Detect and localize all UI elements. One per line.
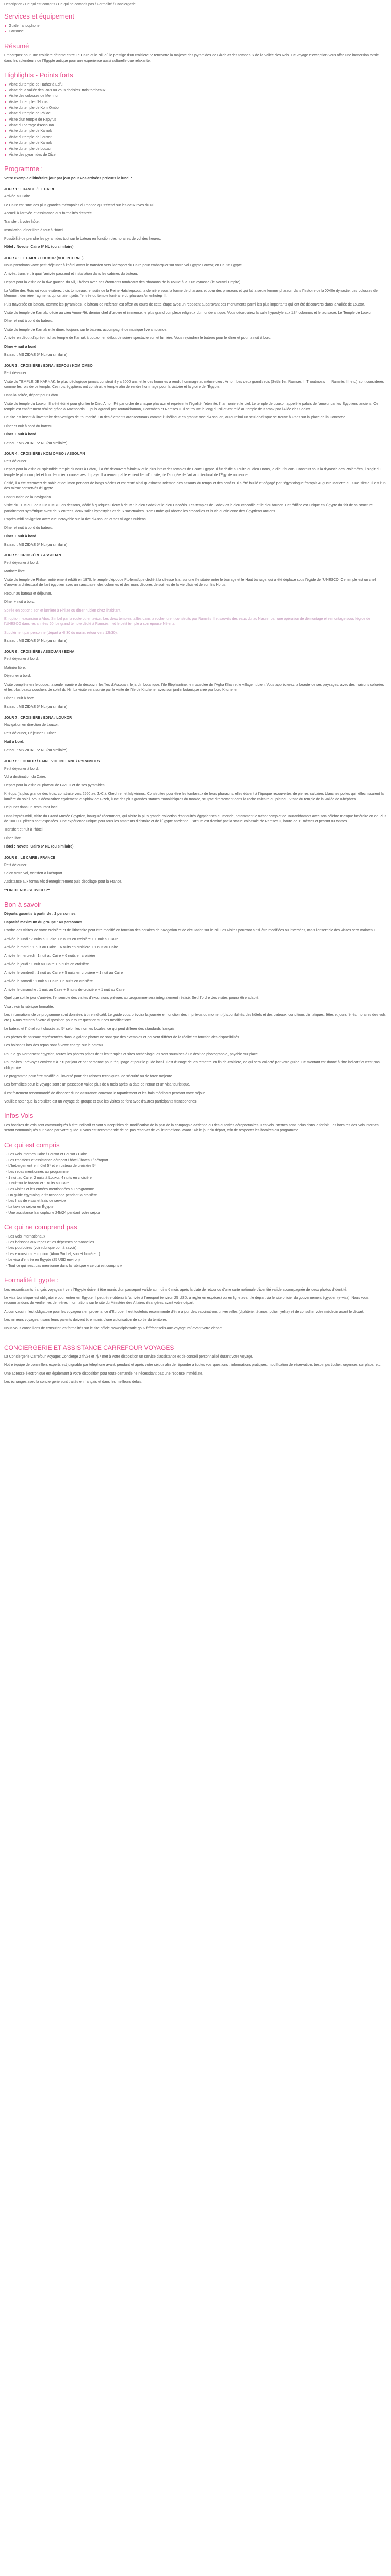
paragraph: Arrivée le mardi : 1 nuit au Caire + 6 nuits en croisière + 1 nuit au Caire xyxy=(4,946,118,950)
dash-icon: - xyxy=(6,1199,9,1204)
list-item-text: Les pourboires (voir rubrique bon à savoir) xyxy=(8,1246,77,1250)
list-item-text: Guide francophone xyxy=(9,24,40,28)
dash-icon: - xyxy=(6,1258,9,1262)
concierge-title: CONCIERGERIE ET ASSISTANCE CARREFOUR VOYAGES xyxy=(4,1344,174,1351)
list-item-text: Visite du temple de Louxor xyxy=(9,147,52,151)
day-paragraph: Visite complète en felouque, la seule manière de découvrir les îles d'Assouan, le jardin botanique, l'île Éléphantine, le mausolée de l'Agha Khan et le village nubien. Vous apprécierez la beauté de ses paysages, avec des maisons colorées et les plus beaux couchers de soleil du Nil. La visite sera suivie par la visite de l'île de Kitchener avec son jardin botanique créé par Lord Kitchener. xyxy=(4,683,384,692)
paragraph: Il est fortement recommandé de disposer d'une assurance couvrant le rapatriement et les frais médicaux pendant votre séjour. xyxy=(4,1091,206,1095)
list-item-text: Les vols internes Caire / Louxor et Louxor / Caire xyxy=(8,1153,87,1157)
list-item-text: Les vols internationaux xyxy=(8,1234,45,1239)
list-item-text: Les boissons aux repas et les dépenses personnelles xyxy=(8,1241,94,1245)
highlights-title: Highlights - Points forts xyxy=(4,71,73,79)
bullet-icon xyxy=(5,95,6,97)
paragraph: Visa : voir la rubrique formalité. xyxy=(4,1005,54,1009)
day-paragraph: Dîner + nuit à bord. xyxy=(4,697,36,701)
day-paragraph: Continuation de la navigation. xyxy=(4,495,52,499)
highlights-section xyxy=(4,71,387,158)
list-item-text: Visite des colosses de Memnon xyxy=(9,94,60,98)
day-paragraph: Petit déjeuner à bord. xyxy=(4,657,39,662)
list-item-text: Visite de la vallée des Rois ou vous choisirez trois tombeaux xyxy=(9,88,106,92)
day-paragraph: Transfert et nuit à l'hôtel. xyxy=(4,828,44,832)
list-item xyxy=(4,1258,387,1263)
bullet-icon xyxy=(5,84,6,86)
list-item xyxy=(4,24,387,29)
day-block xyxy=(4,856,387,894)
paragraph: Les informations de ce programme sont données à titre indicatif. Le guide vous prévoira la journée en fonction des imprévus du moment (disponibilités des hôtels et des bateaux, conditions climatiques, fêtes et jours fériés, horaires des vols, etc.). Nous restons à votre disposition pour toute question sur ces modifications. xyxy=(4,1013,387,1023)
day-paragraph: Transfert à votre hôtel. xyxy=(4,220,41,224)
paragraph: Arrivée le vendredi : 1 nuit au Caire + 5 nuits en croisière + 1 nuit au Caire xyxy=(4,971,123,975)
list-item xyxy=(4,1181,387,1187)
day-paragraph: Visite du temple de Philae, entièrement rebâti en 1970, le temple d'époque Ptolémaïque dédié à la déesse Isis, sur une île située entre le barrage et le Haut barrage, qui a été déplacé sous l'égide de l'UNESCO. Ce temple est un chef d'œuvre architectural de l'art égyptien avec un sanctuaire, des colonnes et des murs décorés de scènes de la vie d'Isis et de son fils Horus. xyxy=(4,578,376,587)
bullet-icon xyxy=(5,142,6,144)
day-paragraph: Visite du temple de Karnak et le dîner, toujours sur le bateau, accompagné de musique live ambiance. xyxy=(4,328,168,332)
list-item xyxy=(4,1246,387,1251)
paragraph: Le bateau et l'hôtel sont classés au 5* selon les normes locales, ce qui peut différer des standards français. xyxy=(4,1027,176,1031)
bullet-icon xyxy=(5,137,6,138)
day-block xyxy=(4,553,387,644)
list-item-text: Visite du temple de Karnak xyxy=(9,141,52,145)
paragraph: Les photos de bateaux représentées dans la galerie photos ne sont que des exemples et peuvent différer de la réalité en fonction des disponibilités. xyxy=(4,1036,240,1040)
bullet-icon xyxy=(5,130,6,132)
paragraph: Le programme peut être modifié ou inversé pour des raisons techniques, de sécurité ou de force majeure. xyxy=(4,1074,173,1078)
list-item xyxy=(4,100,387,105)
infos-vols-title: Infos Vols xyxy=(4,1112,34,1120)
day-paragraph: Dîner + nuit à bord. xyxy=(4,600,36,604)
list-item-text: Les repas mentionnés au programme xyxy=(8,1170,69,1174)
paragraph: L'ordre des visites de votre croisière et de l'itinéraire peut être modifié en fonction des horaires de navigation et de circulation sur le Nil. Les visites pourront ainsi être modifiées ou inversées, mais l'ensemble des visites sera maintenu. xyxy=(4,929,376,933)
paragraph: Nous vous conseillons de consulter les formalités sur le site officiel www.diplomatie.gouv.fr/fr/conseils-aux-voyageurs/ avant votre départ. xyxy=(4,1327,223,1331)
dash-icon: - xyxy=(6,1252,9,1256)
paragraph: Veuillez noter que la croisière est un voyage de groupe et que les visites se font avec d'autres participants francophones. xyxy=(4,1099,198,1104)
dash-icon: - xyxy=(6,1158,9,1162)
concierge-section xyxy=(4,1344,387,1385)
list-item-text: Tout ce qui n'est pas mentionné dans la rubrique « ce qui est compris » xyxy=(8,1264,122,1268)
day-paragraph: L'après-midi navigation avec vue incroyable sur la rive d'Assouan et ses villages nubiens. xyxy=(4,517,147,521)
list-item xyxy=(4,1176,387,1181)
list-item xyxy=(4,1164,387,1169)
services-list xyxy=(4,24,387,35)
day-title: JOUR 7 : CROISIÈRE / EDNA / LOUXOR xyxy=(4,716,72,720)
day-title: JOUR 9 : LE CAIRE / FRANCE xyxy=(4,856,56,860)
bullet-icon xyxy=(5,119,6,121)
day-paragraph: Arrivée en début d'après-midi au temple de Karnak à Louxor, en début de soirée spectacle son et lumière. Vous rejoindrez le bateau pour le dîner et pour la nuit à bord. xyxy=(4,336,272,341)
day-option-note: En option : excursion à Abou Simbel par la route ou en avion. Les deux temples taillés dans la roche furent construits par Ramsès II et sauvés des eaux du lac Nasser par une opération de démontage et remontage sous l'égide de l'UNESCO dans les années 60. Le grand temple dédié à Ramsès II et le petit temple à son épouse Néfertari. xyxy=(4,617,370,626)
day-paragraph: Matinée libre. xyxy=(4,666,26,670)
day-paragraph: Ce site est inscrit à l'inventaire des vestiges de l'humanité. Un des éléments architecturaux comme l'Obélisque en granite rose d'Assouan, aujourd'hui un seul obélisque se trouve à Paris sur la place de la Concorde. xyxy=(4,416,347,420)
dash-icon: - xyxy=(6,1264,9,1268)
day-paragraph: Petit déjeuner à bord. xyxy=(4,561,39,565)
paragraph: Arrivée le samedi : 1 nuit au Caire + 6 nuits en croisière xyxy=(4,979,93,984)
highlights-list xyxy=(4,82,387,158)
day-paragraph: Le Caire est l'une des plus grandes métropoles du monde qui s'étend sur les deux rives du Nil. xyxy=(4,203,155,207)
day-title: JOUR 5 : CROISIÈRE / ASSOUAN xyxy=(4,554,61,558)
paragraph: Arrivée le dimanche : 1 nuit au Caire + 6 nuits de croisière + 1 nuit au Caire xyxy=(4,988,125,992)
bon-savoir-subtitle: Départs garantis à partir de : 2 personnes xyxy=(4,912,76,916)
bullet-icon xyxy=(5,125,6,126)
programme-days xyxy=(4,187,387,893)
list-item-text: Les excursions en option (Abou Simbel, son et lumière...) xyxy=(8,1252,100,1256)
list-item-text: Visite des pyramides de Gizeh xyxy=(9,152,58,157)
paragraph: Les mineurs voyageant sans leurs parents doivent être munis d'une autorisation de sortie du territoire. xyxy=(4,1318,167,1322)
list-item xyxy=(4,152,387,158)
day-paragraph: Arrivée au Caire. xyxy=(4,195,31,199)
day-block xyxy=(4,452,387,548)
dash-icon: - xyxy=(6,1193,9,1197)
day-paragraph: Départ pour la visite du splendide temple d'Horus à Edfou, il a été découvert fabuleux et le plus intact des temples de Haute Égypte. Il fut dédié au culte du dieu Horus, le dieu faucon. Construit sous la dynastie des Ptolémées, il s'agit du temple le plus complet et l'un des mieux conservés du pays. Il a remarquable et tient lieu d'un site, de l'apogée de l'art architectural de l'Égypte ancienne. xyxy=(4,468,381,477)
day-option-note: Soirée en option : son et lumière à Philae ou dîner nubien chez l'habitant. xyxy=(4,608,122,613)
not-included-title: Ce qui ne comprend pas xyxy=(4,1223,77,1231)
day-block xyxy=(4,364,387,446)
infos-vols-section xyxy=(4,1112,387,1133)
paragraph: Pourboires : prévoyez environ 5 à 7 € par jour et par personne pour l'équipage et pour le guide local. Il est d'usage de les remettre en fin de croisière, ce qui sera collecté par votre guide. Ce montant est donné à titre indicatif et n'est pas obligatoire. xyxy=(4,1061,380,1070)
day-paragraph: Départ pour la visite de la rive gauche du Nil, Thèbes avec ses étonnants tombeaux des pharaons de la XVIIIe à la XXe dynastie (le Nouvel Empire). xyxy=(4,280,242,284)
day-paragraph: Visite du temple du Louxor. Il a été édifié pour glorifier le Dieu Amon Rê par ordre de chaque pharaon et représente l'égalité, l'éternité, l'harmonie et le ciel. Le temple de Louxor, appelé le palais de l'amour par les Égyptiens anciens. Ce temple est entièrement réalisé grâce à Aménophis III, puis agrandi par Toutankhamon, Horemheb et Ramsès II. Il se trouve le long du Nil et est relié au temple de Karnak par l'Allée des Sphinx. xyxy=(4,402,379,412)
day-stay: **FIN DE NOS SERVICES** xyxy=(4,888,50,892)
resume-text: Embarquez pour une croisière détente entre Le Caire et le Nil, où le prestige d'un croisière 5* rencontre la majesté des pyramides de Gizeh et des tombeaux de la Vallée des Rois. Ce voyage d'exception vous offre une immersion totale dans les splendeurs de l'Égypte antique pour une expérience aussi culturelle que relaxante. xyxy=(4,54,379,63)
day-boat: Bateau : MS ZIDAE 5* NL (ou similaire) xyxy=(4,705,68,709)
day-paragraph: La Vallée des Rois où vous visiterez trois tombeaux, ensuite de la Reine Hatchepsout, la dernière sous la forme de pharaon, et pour des pharaons et qui fut la seule femme pharaon dans l'histoire de la XVIIIe dynastie. Les colosses de Memnon, dernière fragments qui ornaient jadis l'entrée du temple funéraire du pharaon Amenhotep III. xyxy=(4,289,378,298)
day-paragraph: Visite du TEMPLE DE KARNAK, le plus idéologique jamais construit il y a 2000 ans, et le des hommes a rendu hommage au même dieu : Amon. Les deux grands rois (Sethi 1er, Ramsès II, Thoutmosis III, Ramsès III, etc.) sont considérés comme les rois de ce temple. Ces rois égyptiens ont construit le temple afin de rendre hommage pour la victoire et la gloire de l'Égypte. xyxy=(4,380,384,389)
day-block xyxy=(4,716,387,754)
list-item xyxy=(4,135,387,140)
paragraph: Le visa touristique est obligatoire pour entrer en Égypte. Il peut être obtenu à l'arrivée à l'aéroport (environ 25 USD, à régler en espèces) ou en ligne avant le départ via le site officiel du gouvernement égyptien (e-visa). Nous vous recommandons de vérifier les dernières informations sur le site du Ministère des Affaires étrangères avant votre départ. xyxy=(4,1296,369,1306)
list-item xyxy=(4,1211,387,1216)
list-item-text: Visite du barrage d'Assouan xyxy=(9,124,54,128)
services-section xyxy=(4,12,387,35)
day-stay: Dîner + nuit à bord xyxy=(4,345,37,349)
day-paragraph: Navigation en direction de Louxor. xyxy=(4,723,59,727)
services-title: Services et équipement xyxy=(4,12,74,21)
paragraph: La Conciergerie Carrefour Voyages Concierge 24h/24 et 7j/7 met à votre disposition un service d'assistance et de conseil personnalisé durant votre voyage. xyxy=(4,1355,253,1359)
day-paragraph: Matinée libre. xyxy=(4,569,26,573)
list-item-text: Visite d'un temple de Papyrus xyxy=(9,117,57,122)
list-item xyxy=(4,1193,387,1198)
formalites-paras xyxy=(4,1287,387,1332)
list-item-text: 7 nuit sur le bateau et 1 nuits au Caire xyxy=(8,1182,70,1185)
paragraph: Arrivée le jeudi : 1 nuit au Caire + 6 nuits en croisière xyxy=(4,962,89,967)
list-item-text: Un guide égyptologue francophone pendant la croisière xyxy=(8,1193,97,1197)
list-item-text: Une assistance francophone 24h/24 pendant votre séjour xyxy=(8,1211,101,1215)
day-paragraph: Petit déjeuner. xyxy=(4,460,27,463)
day-paragraph: Édifié, il a été recouvert de sable et de limon pendant de longs siècles et est resté ainsi quasiment indemne des assauts du temps et des conflits. Il a été fouillé et dégagé par l'égyptologue français Auguste Mariette au XIXe siècle. Il est l'un des mieux conservés d'Égypte. xyxy=(4,482,386,491)
list-item-text: Visite du temple d'Horus xyxy=(9,100,48,104)
day-stay: Nuit à bord. xyxy=(4,740,24,744)
day-paragraph: Dîner et nuit à bord du bateau. xyxy=(4,424,53,428)
paragraph: Arrivée le lundi : 7 nuits au Caire + 6 nuits en croisière + 1 nuit au Caire xyxy=(4,937,119,941)
list-item xyxy=(4,1158,387,1163)
paragraph: Les formalités pour le voyage sont : un passeport valide plus de 6 mois après la date de retour et un visa touristique. xyxy=(4,1083,190,1087)
not-included-section xyxy=(4,1223,387,1269)
paragraph: Les ressortissants français voyageant vers l'Égypte doivent être munis d'un passeport valide au moins 6 mois après la date de retour ou d'une carte nationale d'identité valide accompagnée de deux photos d'identité. xyxy=(4,1287,348,1292)
day-boat: Bateau : MS ZIDAE 5* NL (ou similaire) xyxy=(4,441,68,445)
day-boat: Bateau : MS ZIDAE 5* NL (ou similaire) xyxy=(4,639,68,643)
list-item-text: La taxe de séjour en Égypte xyxy=(8,1205,54,1209)
day-paragraph: Possibilité de prendre les pyramides tout sur le bateau en fonction des horaires de vol des heures. xyxy=(4,237,161,241)
list-item xyxy=(4,1240,387,1245)
breadcrumb[interactable]: Description / Ce qui est compris / Ce qui ne compris pas / Formalité / Conciergerie xyxy=(4,3,136,6)
day-block xyxy=(4,187,387,250)
list-item xyxy=(4,1264,387,1269)
bullet-icon xyxy=(5,90,6,91)
list-item xyxy=(4,1199,387,1204)
list-item-text: Visite du temple de Louxor xyxy=(9,135,52,139)
day-title: JOUR 6 : CROISIÈRE / ASSOUAN / EDNA xyxy=(4,650,75,654)
included-section xyxy=(4,1141,387,1216)
list-item xyxy=(4,147,387,152)
list-item xyxy=(4,1170,387,1175)
day-paragraph: Dans la soirée, départ pour Edfou. xyxy=(4,394,59,398)
day-paragraph: Installation, dîner libre à tout à l'hôtel. xyxy=(4,228,64,232)
list-item-text: Visite du temple de Karnak xyxy=(9,129,52,133)
paragraph: Les boissons lors des repas sont à votre charge sur le bateau. xyxy=(4,1044,104,1048)
not-included-list xyxy=(4,1234,387,1269)
day-block xyxy=(4,650,387,710)
paragraph: Une adresse électronique est également à votre disposition pour toute demande ne nécessitant pas une réponse immédiate. xyxy=(4,1371,204,1376)
day-paragraph: Petit déjeuner, Déjeuner + Dîner. xyxy=(4,732,57,736)
list-item xyxy=(4,1252,387,1257)
day-title: JOUR 2 : LE CAIRE / LOUXOR (VOL INTERNE) xyxy=(4,256,84,260)
list-item xyxy=(4,94,387,99)
dash-icon: - xyxy=(6,1205,9,1209)
day-paragraph: Puis traversée en bateau, comme les pyramides, le bâteau de Néfertari est offert au cours de cette étape avec un reposent auparavant ces monuments parmi les plus importants qui ont été découverts dans la vallée de Louxor. xyxy=(4,302,365,307)
bullet-icon xyxy=(5,25,6,27)
day-paragraph: Visite du temple de Karnak, dédié au dieu Amon-Rê, dernier chef d'œuvre et immense, le plus grand complexe religieux du monde antique. Vous découvrirez la salle hypostyle aux 134 colonnes et le lac sacré. Le Temple de Louxor. xyxy=(4,311,373,315)
day-paragraph: Petit déjeuner. xyxy=(4,371,27,376)
list-item xyxy=(4,1205,387,1210)
day-boat: Bateau : MS ZIDAE 5* NL (ou similaire) xyxy=(4,543,68,547)
dash-icon: - xyxy=(6,1176,9,1180)
list-item xyxy=(4,123,387,128)
list-item xyxy=(4,106,387,111)
programme-intro: Votre exemple d'itinéraire jour par jour pour vos arrivées prévues le lundi : xyxy=(4,176,132,180)
list-item xyxy=(4,117,387,123)
day-boat: Bateau : MS ZIDAE 5* NL (ou similaire) xyxy=(4,353,68,357)
resume-title: Résumé xyxy=(4,42,29,50)
paragraph: Notre équipe de conseillers experts est joignable par téléphone avant, pendant et après votre séjour afin de répondre à toutes vos questions : informations pratiques, modification de réservation, besoin particulier, urgences sur place, etc. xyxy=(4,1363,382,1367)
day-paragraph: Arrivée, transfert à quai l'arrivée passend et installation dans les cabines du bateau. xyxy=(4,272,138,276)
bon-savoir-section xyxy=(4,901,387,1105)
dash-icon: - xyxy=(6,1241,9,1245)
day-stay: Hôtel : Novotel Cairo 6* NL (ou similaire) xyxy=(4,845,74,849)
bullet-icon xyxy=(5,107,6,109)
resume-section xyxy=(4,42,387,64)
included-title: Ce qui est compris xyxy=(4,1141,60,1149)
dash-icon: - xyxy=(6,1170,9,1174)
formalites-section xyxy=(4,1276,387,1332)
dash-icon: - xyxy=(6,1234,9,1239)
list-item-text: L'hébergement en hôtel 5* et en bateau de croisière 5* xyxy=(8,1164,96,1168)
paragraph: Les échanges avec la conciergerie sont traités en français et dans les meilleurs délais. xyxy=(4,1380,143,1384)
list-item-text: Visite du temple de Philae xyxy=(9,112,51,116)
dash-icon: - xyxy=(6,1211,9,1215)
day-title: JOUR 8 : LOUXOR / CAIRE VOL INTERNE / PYRAMIDES xyxy=(4,759,100,764)
day-title: JOUR 1 : FRANCE / LE CAIRE xyxy=(4,188,56,192)
paragraph: Quel que soit le jour d'arrivée, l'ensemble des visites d'excursions prévues au programme sera intégralement réalisé. Seul l'ordre des visites pourra être adapté. xyxy=(4,996,260,1001)
dash-icon: - xyxy=(6,1153,9,1157)
list-item xyxy=(4,1152,387,1157)
day-paragraph: Déjeuner dans un restaurant local. xyxy=(4,806,60,810)
bullet-icon xyxy=(5,148,6,150)
dash-icon: - xyxy=(6,1246,9,1250)
day-paragraph: Départ pour la visite du plateau de GIZEH et de ses pyramides. xyxy=(4,784,106,788)
list-item-text: Carrousel xyxy=(9,30,25,34)
list-item-text: Visite du temple de Hathor à Edfu xyxy=(9,82,63,87)
day-stay: Dîner + nuit à bord xyxy=(4,534,37,538)
list-item-text: Les transferts et assistance aéroport / hôtel / bateau / aéroport xyxy=(8,1158,108,1162)
day-paragraph: Dîner et nuit à bord du bateau. xyxy=(4,526,53,530)
bullet-icon xyxy=(5,154,6,156)
paragraph: Pour le gouvernement égyptien, toutes les photos prises dans les temples et sites archéologiques sont soumises à un droit de photographie, payable sur place. xyxy=(4,1052,259,1056)
bon-savoir-paras xyxy=(4,928,387,1105)
day-paragraph: Vol à destination du Caire. xyxy=(4,775,46,779)
day-stay: Hôtel : Novotel Cairo 6* NL (ou similaire) xyxy=(4,245,74,249)
day-boat: Bateau : MS ZIDAE 5* NL (ou similaire) xyxy=(4,749,68,753)
bullet-icon xyxy=(5,113,6,114)
day-paragraph: Assistance aux formalités d'enregistrement puis décollage pour la France. xyxy=(4,880,122,884)
day-paragraph: Selon votre vol, transfert à l'aéroport. xyxy=(4,872,63,875)
list-item xyxy=(4,1187,387,1192)
list-item xyxy=(4,1234,387,1240)
day-block xyxy=(4,256,387,358)
bon-savoir-title: Bon à savoir xyxy=(4,901,42,909)
bullet-icon xyxy=(5,31,6,32)
day-title: JOUR 4 : CROISIÈRE / KOM OMBO / ASSOUAN xyxy=(4,452,85,456)
included-list xyxy=(4,1152,387,1216)
list-item-text: Visite du temple de Kom Ombo xyxy=(9,106,59,110)
paragraph: Aucun vaccin n'est obligatoire pour les voyageurs en provenance d'Europe. Il est toutefois recommandé d'être à jour des vaccinations universelles (diphtérie, tétanos, poliomyélite) et de consulter votre médecin avant le départ. xyxy=(4,1310,364,1314)
bullet-icon xyxy=(5,101,6,103)
list-item-text: Les frais de visas et frais de service xyxy=(8,1199,66,1204)
day-paragraph: Dans l'après-midi, visite du Grand Musée Égyptien, inauguré récemment, qui abrite la plus grande collection d'antiquités égyptiennes au monde, notamment le trésor complet de Toutankhamon avec son célèbre masque funéraire en or. Plus de 100 000 pièces sont exposées. Une expérience unique pour tous les amateurs d'histoire et de l'Égypte ancienne. L'atrium est dominé par la statue colossale de Ramsès II, haute de 11 mètres et pesant 83 tonnes. xyxy=(4,814,387,824)
list-item xyxy=(4,129,387,134)
list-item xyxy=(4,82,387,88)
paragraph: Arrivée le mercredi : 1 nuit au Caire + 6 nuits en croisière xyxy=(4,954,95,958)
day-title: JOUR 3 : CROISIÈRE / EDNA / EDFOU / KOM OMBO xyxy=(4,364,93,368)
day-paragraph: Nous prendrons votre petit-déjeuner à l'hôtel avant le transfert vers l'aéroport du Caire pour embarquer sur votre vol Egypte Louxor, en Haute Égypte. xyxy=(4,263,243,267)
day-paragraph: Retour au bateau et déjeuner. xyxy=(4,591,52,596)
day-paragraph: Dîner libre. xyxy=(4,836,22,840)
day-block xyxy=(4,759,387,850)
list-item xyxy=(4,141,387,146)
day-paragraph: Petit déjeuner. xyxy=(4,863,27,867)
infos-vols-text: Les horaires de vols sont communiqués à titre indicatif et sont susceptibles de modification de la part de la compagnie aérienne ou des autorités aéroportuaires. Les vols internes sont inclus dans le forfait. Les horaires des vols internes seront communiqués sur place par votre guide. Il vous est recommandé de ne pas réserver de vol international avant 14h le jour du départ, afin de respecter les horaires du programme. xyxy=(4,1123,379,1133)
list-item xyxy=(4,29,387,35)
formalites-title: Formalité Egypte : xyxy=(4,1276,59,1284)
programme-title: Programme : xyxy=(4,165,43,173)
dash-icon: - xyxy=(6,1164,9,1168)
day-option-note: Supplément par personne (départ à 4h30 du matin, retour vers 12h30). xyxy=(4,631,118,635)
concierge-paras xyxy=(4,1354,387,1385)
list-item-text: Les visites et les entrées mentionnées au programme xyxy=(8,1188,94,1192)
bon-savoir-subtitle2: Capacité maximum du groupe : 40 personnes xyxy=(4,921,83,925)
day-paragraph: Visite du TEMPLE de KOM OMBO, en dessous, dédié à quelques Dieux à deux : le dieu Sobek et le dieu Haroéris. Les temples de Sobek et le dieu crocodile et le dieu faucon. Cet édifice est unique en Égypte du fait de sa structure parfaitement symétrique avec deux entrées, deux salles hypostyles et deux sanctuaires. Kom Ombo qui aborde les crocodiles et la vie quotidienne des Égyptiens anciens. xyxy=(4,504,373,513)
day-paragraph: Déjeuner à bord. xyxy=(4,674,31,679)
day-paragraph: Petit déjeuner à bord. xyxy=(4,767,39,771)
day-paragraph: Khéops (la plus grande des trois, construite vers 2560 av. J.-C.), Khéphren et Mykérinos. Construites pour être les tombeaux de leurs pharaons, elles étaient à l'époque recouvertes de pierres calcaires blanches polies qui réfléchissaient la lumière du soleil. Vous découvrirez également le Sphinx de Gizeh, l'une des plus grandes statues monolithiques du monde, sculpté directement dans la roche calcaire du plateau. Visite du temple de la vallée de Khéphren. xyxy=(4,792,384,802)
day-paragraph: Dîner et nuit à bord du bateau. xyxy=(4,319,53,324)
dash-icon: - xyxy=(6,1182,9,1185)
day-paragraph: Accueil à l'arrivée et assistance aux formalités d'entrée. xyxy=(4,212,93,216)
dash-icon: - xyxy=(6,1188,9,1192)
list-item xyxy=(4,111,387,116)
day-stay: Dîner + nuit à bord xyxy=(4,433,37,437)
list-item xyxy=(4,88,387,93)
list-item-text: Le visa d'entrée en Égypte (25 USD environ) xyxy=(8,1258,80,1262)
list-item-text: 1 nuit au Caire, 2 nuits à Louxor, 4 nuits en croisière xyxy=(8,1176,92,1180)
programme-section xyxy=(4,165,387,893)
